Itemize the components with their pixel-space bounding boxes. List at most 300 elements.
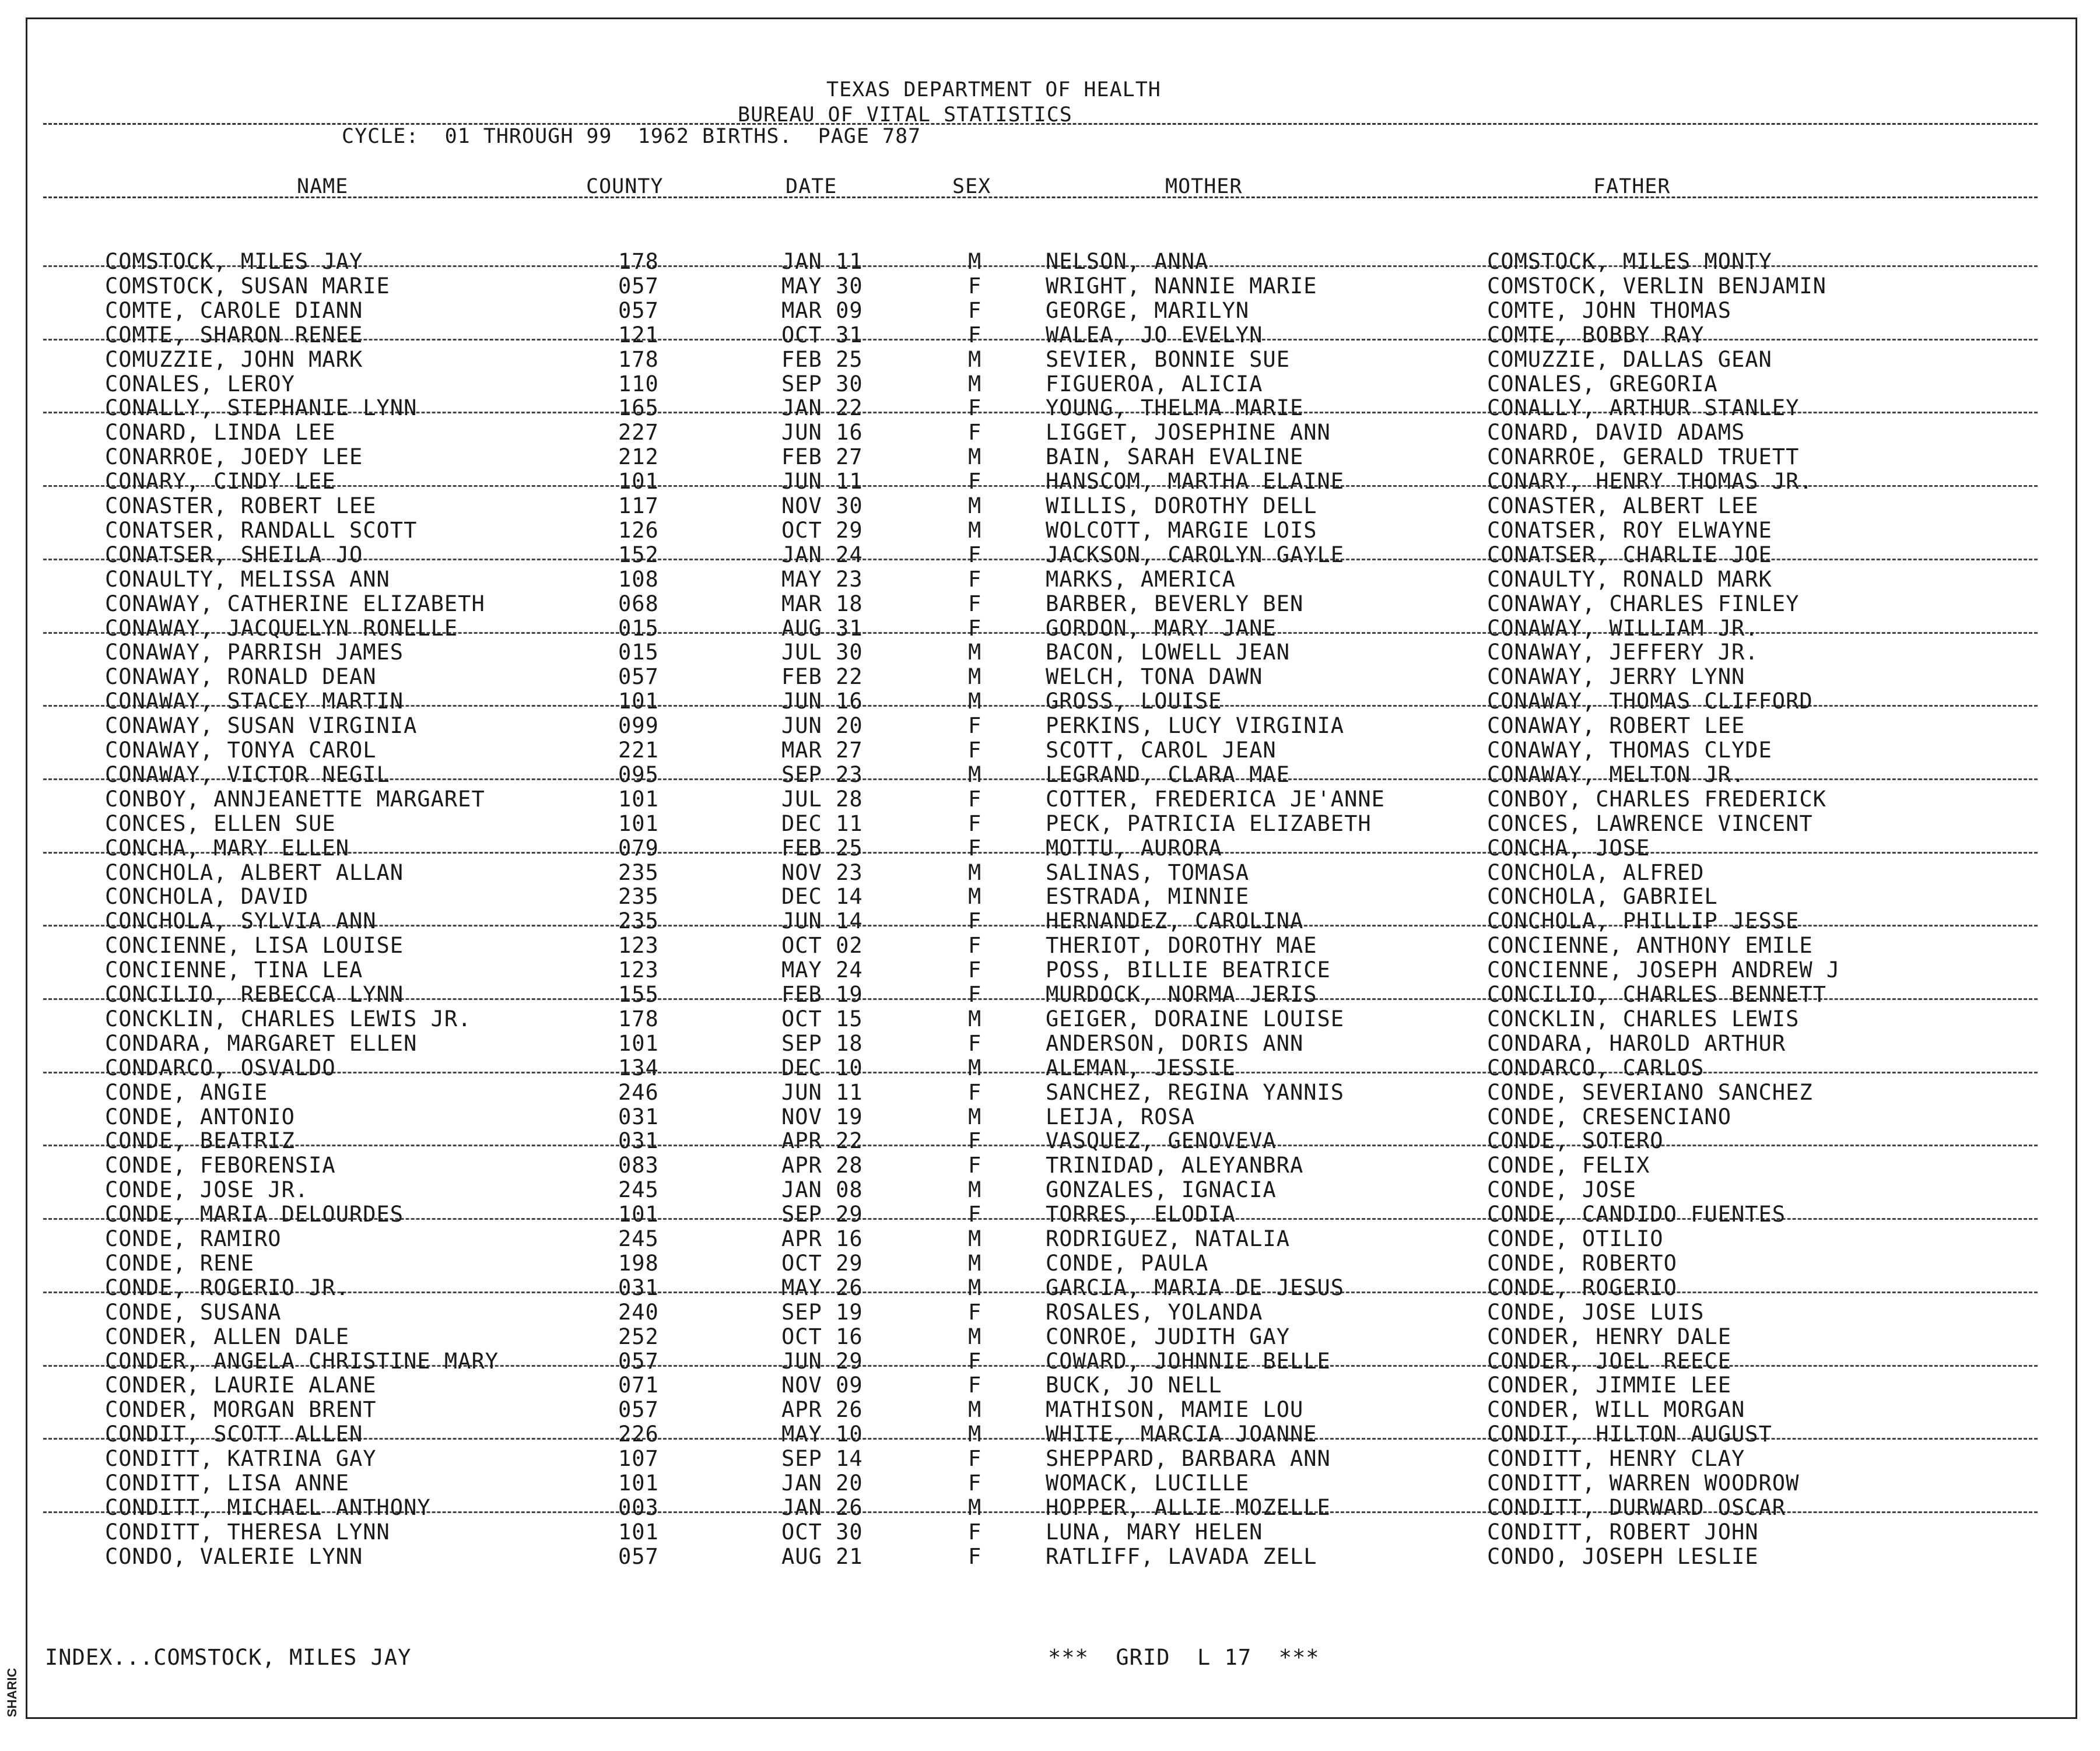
table-row (0, 445, 2100, 469)
cell-name: CONDE, RAMIRO (105, 1226, 282, 1251)
cell-father: CONDITT, ROBERT JOHN (1487, 1519, 1759, 1545)
cell-county: 126 (618, 517, 659, 543)
table-row (0, 567, 2100, 592)
cell-name: CONARROE, JOEDY LEE (105, 444, 363, 470)
cell-sex: F (968, 982, 982, 1007)
cell-date: OCT 30 (781, 1519, 863, 1545)
cell-father: CONDARA, HAROLD ARTHUR (1487, 1030, 1786, 1056)
cell-name: CONDITT, MICHAEL ANTHONY (105, 1494, 431, 1520)
cell-father: CONAWAY, THOMAS CLYDE (1487, 738, 1772, 763)
cell-date: DEC 11 (781, 810, 863, 836)
cell-sex: F (968, 713, 982, 739)
cell-sex: M (968, 884, 982, 910)
cell-father: COMSTOCK, VERLIN BENJAMIN (1487, 273, 1826, 299)
column-header-county: COUNTY (586, 175, 664, 198)
cell-county: 134 (618, 1055, 659, 1080)
cell-county: 101 (618, 810, 659, 836)
cell-county: 057 (618, 1348, 659, 1374)
cell-county: 165 (618, 395, 659, 421)
cell-mother: BARBER, BEVERLY BEN (1046, 591, 1304, 616)
table-row (0, 1153, 2100, 1178)
cell-sex: M (968, 689, 982, 714)
cell-sex: F (968, 566, 982, 592)
cell-county: 031 (618, 1275, 659, 1300)
cell-mother: BACON, LOWELL JEAN (1046, 640, 1290, 665)
cell-date: JAN 24 (781, 542, 863, 567)
cell-date: SEP 29 (781, 1202, 863, 1227)
cell-county: 101 (618, 1519, 659, 1545)
table-row (0, 738, 2100, 763)
cell-date: OCT 15 (781, 1006, 863, 1031)
cell-name: CONAWAY, PARRISH JAMES (105, 640, 404, 665)
header-bureau: BUREAU OF VITAL STATISTICS (738, 103, 1072, 127)
table-row (0, 1325, 2100, 1349)
cell-sex: M (968, 444, 982, 470)
cell-mother: GEORGE, MARILYN (1046, 297, 1250, 323)
table-row (0, 543, 2100, 567)
cell-name: CONAWAY, TONYA CAROL (105, 738, 377, 763)
cell-county: 235 (618, 884, 659, 910)
cell-date: JUN 16 (781, 420, 863, 445)
cell-father: CONBOY, CHARLES FREDERICK (1487, 786, 1826, 812)
cell-father: CONAWAY, JEFFERY JR. (1487, 640, 1759, 665)
cell-father: CONDE, SEVERIANO SANCHEZ (1487, 1079, 1813, 1105)
table-row (0, 934, 2100, 958)
cell-sex: M (968, 517, 982, 543)
column-header-father: FATHER (1593, 175, 1671, 198)
cell-county: 057 (618, 297, 659, 323)
cell-county: 101 (618, 469, 659, 494)
cell-sex: F (968, 1299, 982, 1325)
cell-mother: COTTER, FREDERICA JE'ANNE (1046, 786, 1385, 812)
table-row (0, 812, 2100, 836)
cell-father: CONDE, ROGERIO (1487, 1275, 1677, 1300)
cell-date: APR 22 (781, 1128, 863, 1154)
cell-sex: F (968, 1519, 982, 1545)
cell-father: CONDO, JOSEPH LESLIE (1487, 1543, 1759, 1569)
cell-date: JUN 11 (781, 469, 863, 494)
cell-name: CONDE, FEBORENSIA (105, 1153, 336, 1178)
cell-date: OCT 29 (781, 1250, 863, 1276)
cell-mother: TORRES, ELODIA (1046, 1202, 1236, 1227)
cell-county: 031 (618, 1104, 659, 1129)
cell-name: CONCHA, MARY ELLEN (105, 835, 349, 861)
cell-father: CONDE, SOTERO (1487, 1128, 1664, 1154)
table-row (0, 665, 2100, 689)
cell-mother: GONZALES, IGNACIA (1046, 1177, 1277, 1203)
column-header-date: DATE (786, 175, 837, 198)
cell-sex: M (968, 1177, 982, 1203)
cell-mother: GARCIA, MARIA DE JESUS (1046, 1275, 1345, 1300)
cell-mother: MOTTU, AURORA (1046, 835, 1222, 861)
cell-county: 057 (618, 1397, 659, 1423)
cell-date: SEP 23 (781, 762, 863, 787)
cell-mother: ALEMAN, JESSIE (1046, 1055, 1236, 1080)
cell-father: CONDIT, HILTON AUGUST (1487, 1422, 1772, 1447)
cell-county: 155 (618, 982, 659, 1007)
table-row (0, 1056, 2100, 1080)
cell-mother: LEGRAND, CLARA MAE (1046, 762, 1290, 787)
cell-county: 108 (618, 566, 659, 592)
cell-date: OCT 31 (781, 322, 863, 348)
cell-father: CONDITT, DURWARD OSCAR (1487, 1494, 1786, 1520)
cell-father: CONASTER, ALBERT LEE (1487, 493, 1759, 518)
cell-mother: GROSS, LOUISE (1046, 689, 1222, 714)
cell-mother: RATLIFF, LAVADA ZELL (1046, 1543, 1317, 1569)
cell-father: CONDITT, WARREN WOODROW (1487, 1471, 1800, 1496)
column-header-mother: MOTHER (1165, 175, 1243, 198)
cell-father: CONALLY, ARTHUR STANLEY (1487, 395, 1800, 421)
cell-date: SEP 14 (781, 1446, 863, 1472)
cell-sex: F (968, 835, 982, 861)
cell-date: FEB 25 (781, 346, 863, 372)
cell-sex: F (968, 908, 982, 934)
cell-father: CONCHOLA, GABRIEL (1487, 884, 1718, 910)
cell-county: 110 (618, 371, 659, 396)
cell-date: FEB 22 (781, 664, 863, 690)
cell-name: CONCIENNE, TINA LEA (105, 957, 363, 983)
cell-mother: PERKINS, LUCY VIRGINIA (1046, 713, 1345, 739)
cell-father: CONCKLIN, CHARLES LEWIS (1487, 1006, 1800, 1031)
cell-mother: LIGGET, JOSEPHINE ANN (1046, 420, 1331, 445)
cell-county: 221 (618, 738, 659, 763)
cell-mother: GORDON, MARY JANE (1046, 615, 1277, 641)
cell-county: 198 (618, 1250, 659, 1276)
cell-father: CONDARCO, CARLOS (1487, 1055, 1705, 1080)
cell-sex: F (968, 1446, 982, 1472)
cell-sex: F (968, 615, 982, 641)
cell-name: CONARY, CINDY LEE (105, 469, 336, 494)
cell-mother: BUCK, JO NELL (1046, 1373, 1222, 1398)
cell-father: CONCHOLA, ALFRED (1487, 859, 1705, 885)
cell-mother: POSS, BILLIE BEATRICE (1046, 957, 1331, 983)
table-row (0, 323, 2100, 348)
table-row (0, 1398, 2100, 1422)
cell-father: CONDE, JOSE LUIS (1487, 1299, 1705, 1325)
cell-county: 245 (618, 1177, 659, 1203)
cell-date: MAY 10 (781, 1422, 863, 1447)
cell-date: AUG 21 (781, 1543, 863, 1569)
cell-father: CONDE, JOSE (1487, 1177, 1637, 1203)
cell-date: MAR 09 (781, 297, 863, 323)
cell-sex: M (968, 640, 982, 665)
cell-date: MAY 26 (781, 1275, 863, 1300)
cell-name: CONALES, LEROY (105, 371, 295, 396)
cell-date: NOV 23 (781, 859, 863, 885)
cell-date: FEB 27 (781, 444, 863, 470)
cell-father: CONDER, WILL MORGAN (1487, 1397, 1745, 1423)
cell-father: COMTE, JOHN THOMAS (1487, 297, 1731, 323)
cell-date: JAN 22 (781, 395, 863, 421)
cell-father: CONCHA, JOSE (1487, 835, 1650, 861)
table-row (0, 836, 2100, 861)
cell-county: 101 (618, 1030, 659, 1056)
cell-sex: F (968, 1202, 982, 1227)
cell-county: 099 (618, 713, 659, 739)
cell-mother: MURDOCK, NORMA JERIS (1046, 982, 1317, 1007)
cell-county: 107 (618, 1446, 659, 1472)
cell-name: CONDARCO, OSVALDO (105, 1055, 336, 1080)
cell-date: JUL 30 (781, 640, 863, 665)
cell-sex: M (968, 664, 982, 690)
cell-date: NOV 09 (781, 1373, 863, 1398)
cell-sex: M (968, 249, 982, 274)
cell-father: COMSTOCK, MILES MONTY (1487, 249, 1772, 274)
cell-sex: F (968, 738, 982, 763)
cell-name: CONAWAY, CATHERINE ELIZABETH (105, 591, 485, 616)
table-row (0, 1202, 2100, 1227)
cell-father: CONDE, CRESENCIANO (1487, 1104, 1731, 1129)
cell-name: CONARD, LINDA LEE (105, 420, 336, 445)
cell-name: CONDARA, MARGARET ELLEN (105, 1030, 418, 1056)
cell-county: 068 (618, 591, 659, 616)
cell-sex: M (968, 762, 982, 787)
cell-date: OCT 16 (781, 1324, 863, 1349)
cell-mother: ANDERSON, DORIS ANN (1046, 1030, 1304, 1056)
cell-county: 057 (618, 1543, 659, 1569)
cell-name: CONAWAY, SUSAN VIRGINIA (105, 713, 418, 739)
cell-father: CONAWAY, ROBERT LEE (1487, 713, 1745, 739)
cell-county: 057 (618, 273, 659, 299)
cell-father: CONCHOLA, PHILLIP JESSE (1487, 908, 1800, 934)
cell-sex: M (968, 1006, 982, 1031)
cell-mother: CONDE, PAULA (1046, 1250, 1209, 1276)
cell-mother: VASQUEZ, GENOVEVA (1046, 1128, 1277, 1154)
cell-sex: M (968, 1275, 982, 1300)
cell-name: CONDE, BEATRIZ (105, 1128, 295, 1154)
cell-name: CONCHOLA, ALBERT ALLAN (105, 859, 404, 885)
table-row (0, 1251, 2100, 1276)
cell-sex: F (968, 1079, 982, 1105)
cell-name: CONCES, ELLEN SUE (105, 810, 336, 836)
header-cycle: CYCLE: 01 THROUGH 99 1962 BIRTHS. PAGE 787 (342, 125, 921, 148)
cell-name: CONAWAY, VICTOR NEGIL (105, 762, 390, 787)
cell-name: CONDE, ANTONIO (105, 1104, 295, 1129)
cell-date: APR 28 (781, 1153, 863, 1178)
footer-index: INDEX...COMSTOCK, MILES JAY (45, 1645, 412, 1670)
table-row (0, 616, 2100, 641)
table-row (0, 518, 2100, 543)
table-row (0, 396, 2100, 420)
header-agency: TEXAS DEPARTMENT OF HEALTH (826, 78, 1161, 101)
cell-mother: JACKSON, CAROLYN GAYLE (1046, 542, 1345, 567)
cell-sex: M (968, 1494, 982, 1520)
cell-county: 031 (618, 1128, 659, 1154)
table-row (0, 982, 2100, 1007)
cell-name: CONAWAY, JACQUELYN RONELLE (105, 615, 458, 641)
cell-county: 235 (618, 859, 659, 885)
cell-county: 117 (618, 493, 659, 518)
cell-sex: F (968, 810, 982, 836)
row-rule (43, 1072, 2038, 1073)
cell-county: 178 (618, 346, 659, 372)
cell-father: CONDITT, HENRY CLAY (1487, 1446, 1745, 1472)
cell-date: SEP 19 (781, 1299, 863, 1325)
cell-sex: M (968, 1226, 982, 1251)
cell-name: CONDER, LAURIE ALANE (105, 1373, 377, 1398)
cell-mother: WILLIS, DOROTHY DELL (1046, 493, 1317, 518)
cell-father: CONCES, LAWRENCE VINCENT (1487, 810, 1813, 836)
cell-mother: YOUNG, THELMA MARIE (1046, 395, 1304, 421)
table-row (0, 1031, 2100, 1056)
column-header-name: NAME (297, 175, 349, 198)
cell-father: CONDE, OTILIO (1487, 1226, 1664, 1251)
cell-father: CONAULTY, RONALD MARK (1487, 566, 1772, 592)
cell-mother: THERIOT, DOROTHY MAE (1046, 933, 1317, 959)
cell-county: 123 (618, 933, 659, 959)
cell-date: FEB 19 (781, 982, 863, 1007)
cell-sex: F (968, 542, 982, 567)
cell-sex: F (968, 957, 982, 983)
cell-sex: F (968, 297, 982, 323)
table-row (0, 958, 2100, 982)
table-row (0, 372, 2100, 396)
cell-sex: F (968, 1471, 982, 1496)
cell-father: CONATSER, CHARLIE JOE (1487, 542, 1772, 567)
table-row (0, 1276, 2100, 1300)
cell-name: CONDE, MARIA DELOURDES (105, 1202, 404, 1227)
cell-name: CONAWAY, RONALD DEAN (105, 664, 377, 690)
cell-date: SEP 30 (781, 371, 863, 396)
cell-name: COMSTOCK, SUSAN MARIE (105, 273, 390, 299)
cell-mother: GEIGER, DORAINE LOUISE (1046, 1006, 1345, 1031)
table-row (0, 1447, 2100, 1471)
cell-father: CONCILIO, CHARLES BENNETT (1487, 982, 1826, 1007)
cell-name: CONATSER, SHEILA JO (105, 542, 363, 567)
cell-date: FEB 25 (781, 835, 863, 861)
cell-name: CONDER, MORGAN BRENT (105, 1397, 377, 1423)
cell-mother: SALINAS, TOMASA (1046, 859, 1250, 885)
cell-name: CONDITT, THERESA LYNN (105, 1519, 390, 1545)
cell-sex: F (968, 933, 982, 959)
cell-mother: HERNANDEZ, CAROLINA (1046, 908, 1304, 934)
cell-name: COMTE, SHARON RENEE (105, 322, 363, 348)
table-row (0, 592, 2100, 616)
cell-mother: LUNA, MARY HELEN (1046, 1519, 1263, 1545)
cell-father: CONDE, CANDIDO FUENTES (1487, 1202, 1786, 1227)
table-row (0, 1349, 2100, 1374)
cell-father: CONATSER, ROY ELWAYNE (1487, 517, 1772, 543)
cell-date: NOV 19 (781, 1104, 863, 1129)
footer-grid: *** GRID L 17 *** (1048, 1645, 1320, 1670)
cell-county: 245 (618, 1226, 659, 1251)
table-row (0, 1129, 2100, 1153)
cell-father: CONDE, ROBERTO (1487, 1250, 1677, 1276)
cell-mother: HANSCOM, MARTHA ELAINE (1046, 469, 1345, 494)
cell-name: CONDER, ALLEN DALE (105, 1324, 349, 1349)
cell-sex: F (968, 322, 982, 348)
cell-date: MAY 30 (781, 273, 863, 299)
cell-county: 079 (618, 835, 659, 861)
cell-date: JUN 20 (781, 713, 863, 739)
cell-sex: M (968, 859, 982, 885)
cell-father: CONARY, HENRY THOMAS JR. (1487, 469, 1813, 494)
cell-county: 252 (618, 1324, 659, 1349)
cell-father: CONARROE, GERALD TRUETT (1487, 444, 1800, 470)
cell-date: MAR 27 (781, 738, 863, 763)
cell-mother: RODRIGUEZ, NATALIA (1046, 1226, 1290, 1251)
cell-name: CONDITT, LISA ANNE (105, 1471, 349, 1496)
table-row (0, 348, 2100, 372)
cell-name: CONCKLIN, CHARLES LEWIS JR. (105, 1006, 472, 1031)
cell-county: 101 (618, 1202, 659, 1227)
cell-name: CONDE, SUSANA (105, 1299, 282, 1325)
cell-mother: ROSALES, YOLANDA (1046, 1299, 1263, 1325)
table-row (0, 1227, 2100, 1251)
cell-sex: M (968, 1055, 982, 1080)
cell-county: 101 (618, 786, 659, 812)
table-row (0, 420, 2100, 445)
table-row (0, 885, 2100, 909)
cell-county: 083 (618, 1153, 659, 1178)
cell-father: CONDER, HENRY DALE (1487, 1324, 1731, 1349)
cell-date: JAN 11 (781, 249, 863, 274)
row-rule (43, 1145, 2038, 1146)
cell-mother: WALEA, JO EVELYN (1046, 322, 1263, 348)
cell-county: 240 (618, 1299, 659, 1325)
cell-mother: SCOTT, CAROL JEAN (1046, 738, 1277, 763)
table-row (0, 1545, 2100, 1569)
cell-sex: F (968, 469, 982, 494)
cell-father: CONAWAY, WILLIAM JR. (1487, 615, 1759, 641)
cell-sex: M (968, 1104, 982, 1129)
cell-father: CONDER, JIMMIE LEE (1487, 1373, 1731, 1398)
cell-name: CONDE, JOSE JR. (105, 1177, 309, 1203)
cell-father: CONAWAY, CHARLES FINLEY (1487, 591, 1800, 616)
cell-father: COMTE, BOBBY RAY (1487, 322, 1705, 348)
cell-sex: F (968, 786, 982, 812)
cell-date: MAY 24 (781, 957, 863, 983)
cell-mother: MARKS, AMERICA (1046, 566, 1236, 592)
cell-county: 235 (618, 908, 659, 934)
cell-mother: BAIN, SARAH EVALINE (1046, 444, 1304, 470)
cell-name: CONDE, ANGIE (105, 1079, 268, 1105)
table-row (0, 1373, 2100, 1398)
table-row (0, 1105, 2100, 1129)
cell-mother: WOLCOTT, MARGIE LOIS (1046, 517, 1317, 543)
cell-county: 121 (618, 322, 659, 348)
cell-father: CONDER, JOEL REECE (1487, 1348, 1731, 1374)
cell-date: MAR 18 (781, 591, 863, 616)
cell-date: MAY 23 (781, 566, 863, 592)
cell-county: 015 (618, 640, 659, 665)
cell-date: OCT 29 (781, 517, 863, 543)
cell-county: 057 (618, 664, 659, 690)
cell-sex: F (968, 1348, 982, 1374)
cell-date: JAN 26 (781, 1494, 863, 1520)
cell-mother: WELCH, TONA DAWN (1046, 664, 1263, 690)
table-row (0, 1520, 2100, 1545)
table-row (0, 689, 2100, 714)
cell-name: CONDE, ROGERIO JR. (105, 1275, 349, 1300)
cell-sex: F (968, 273, 982, 299)
table-row (0, 274, 2100, 299)
table-row (0, 494, 2100, 518)
cell-mother: SANCHEZ, REGINA YANNIS (1046, 1079, 1345, 1105)
cell-mother: WHITE, MARCIA JOANNE (1046, 1422, 1317, 1447)
cell-sex: M (968, 371, 982, 396)
cell-date: JUN 14 (781, 908, 863, 934)
cell-name: CONDITT, KATRINA GAY (105, 1446, 377, 1472)
cell-father: CONALES, GREGORIA (1487, 371, 1718, 396)
cell-sex: F (968, 1128, 982, 1154)
cell-mother: WRIGHT, NANNIE MARIE (1046, 273, 1317, 299)
cell-date: JUN 11 (781, 1079, 863, 1105)
cell-father: CONAWAY, MELTON JR. (1487, 762, 1745, 787)
cell-sex: M (968, 1422, 982, 1447)
cell-name: CONDO, VALERIE LYNN (105, 1543, 363, 1569)
cell-name: CONAWAY, STACEY MARTIN (105, 689, 404, 714)
